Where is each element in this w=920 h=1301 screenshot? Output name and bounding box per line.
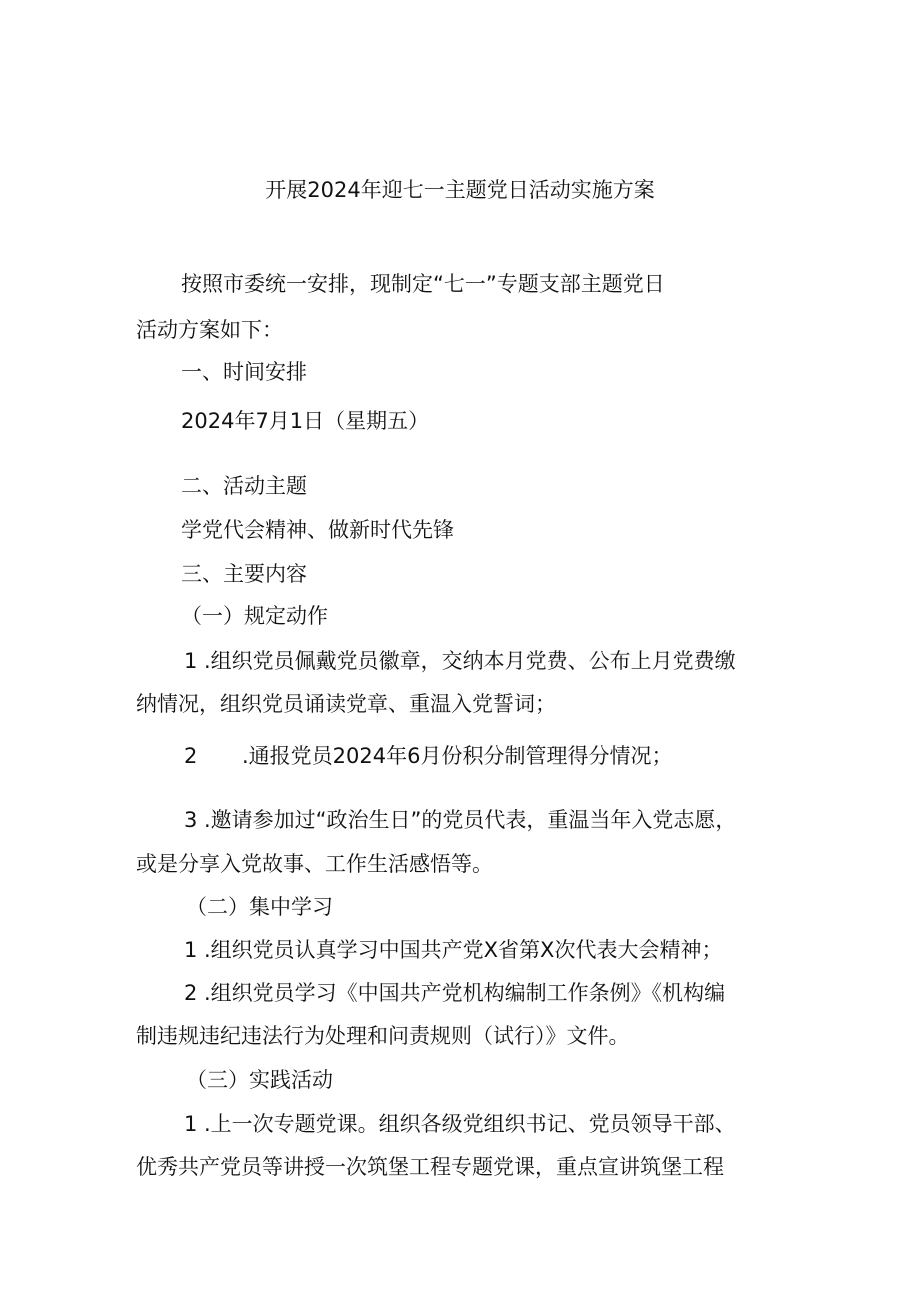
section1-heading: 一、时间安排 xyxy=(181,360,307,384)
sub2-item1-text: .组织党员认真学习中国共产党X省第X次代表大会精神； xyxy=(204,938,723,962)
sub2-item1 xyxy=(184,934,722,966)
sub1-item1-line1 xyxy=(184,645,736,677)
sub1-heading: （一）规定动作 xyxy=(181,604,328,628)
sub3-item1-line2: 优秀共产党员等讲授一次筑堡工程专题党课，重点宣讲筑堡工程 xyxy=(136,1155,724,1179)
sub1-item3-number: 3 xyxy=(184,808,198,832)
sub2-item1-number: 1 xyxy=(184,938,198,962)
sub1-item1-number: 1 xyxy=(184,649,198,673)
section2-content: 学党代会精神、做新时代先锋 xyxy=(181,518,454,542)
sub1-item2-text: .通报党员2024年6月份积分制管理得分情况； xyxy=(242,744,673,768)
sub3-item1-line1 xyxy=(184,1108,736,1140)
sub1-item1-line2: 纳情况，组织党员诵读党章、重温入党誓词； xyxy=(136,692,556,716)
sub1-item2 xyxy=(184,740,672,772)
document-title: 开展2024年迎七一主题党日活动实施方案 xyxy=(265,178,655,202)
section2-heading: 二、活动主题 xyxy=(181,474,307,498)
sub2-item2-number: 2 xyxy=(184,981,198,1005)
sub1-item2-number: 2 xyxy=(184,744,198,768)
sub1-item3-line1 xyxy=(184,804,736,836)
section3-heading: 三、主要内容 xyxy=(181,562,307,586)
intro-line-2: 活动方案如下： xyxy=(136,318,283,342)
sub2-heading: （二）集中学习 xyxy=(186,895,333,919)
sub3-item1-number: 1 xyxy=(184,1112,198,1136)
sub1-item3-text: .邀请参加过“政治生日”的党员代表，重温当年入党志愿， xyxy=(204,808,737,832)
sub1-item1-text: .组织党员佩戴党员徽章，交纳本月党费、公布上月党费缴 xyxy=(204,649,736,673)
sub2-item2-line2: 制违规违纪违法行为处理和问责规则（试行）》文件。 xyxy=(136,1024,630,1048)
sub2-item2-text: .组织党员学习《中国共产党机构编制工作条例》《机构编 xyxy=(204,981,726,1005)
sub3-item1-text: .上一次专题党课。组织各级党组织书记、党员领导干部、 xyxy=(204,1112,736,1136)
intro-line-1: 按照市委统一安排，现制定“七一”专题支部主题党日 xyxy=(181,272,665,296)
sub1-item3-line2: 或是分享入党故事、工作生活感悟等。 xyxy=(136,852,493,876)
section1-content: 2024年7月1日（星期五） xyxy=(181,409,430,433)
sub3-heading: （三）实践活动 xyxy=(186,1068,333,1092)
sub2-item2-line1 xyxy=(184,977,725,1009)
